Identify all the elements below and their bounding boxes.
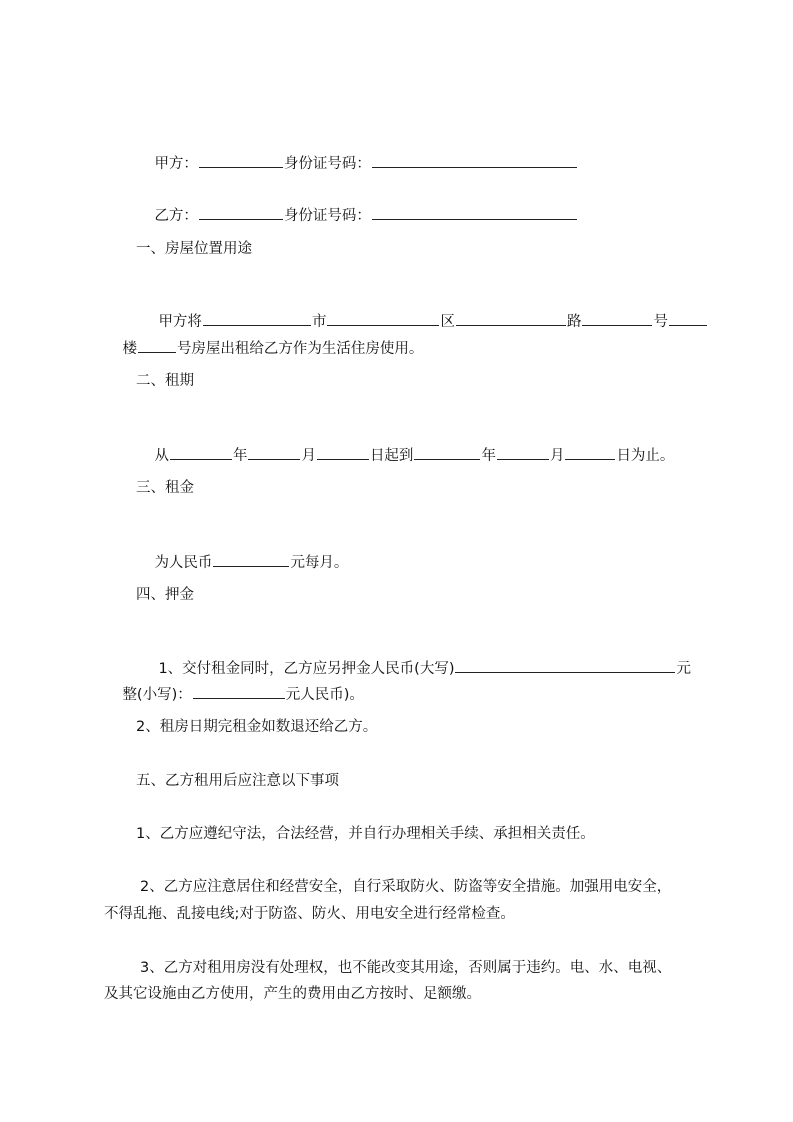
start-month-blank[interactable]	[248, 445, 300, 460]
deposit-lowercase-blank[interactable]	[193, 684, 285, 699]
road-blank[interactable]	[456, 311, 566, 326]
text: 元每月。	[290, 555, 349, 571]
text: 整(小写)：	[122, 687, 192, 703]
text: 年	[232, 448, 248, 464]
text: 号	[653, 314, 668, 330]
rent-amount-blank[interactable]	[213, 552, 289, 567]
party-a-name-blank[interactable]	[199, 153, 283, 168]
notice-item-2-line-1: 2、乙方应注意居住和经营安全，自行采取防火、防盗等安全措施。加强用电安全，	[140, 879, 672, 895]
party-a-id-label: 身份证号码：	[283, 156, 371, 172]
text: 元人民币)。	[285, 687, 364, 703]
lease-term-line	[136, 425, 674, 486]
deposit-item-2: 2、租房日期完租金如数退还给乙方。	[136, 719, 378, 735]
section-1-paragraph-line-2	[104, 318, 423, 379]
section-2-heading: 二、租期	[136, 373, 194, 389]
notice-item-3-line-2: 及其它设施由乙方使用，产生的费用由乙方按时、足额缴。	[104, 986, 481, 1002]
number-blank[interactable]	[582, 311, 652, 326]
party-b-line	[136, 185, 578, 246]
section-1-heading: 一、房屋位置用途	[136, 241, 252, 257]
building-blank[interactable]	[669, 311, 707, 326]
text: 日起到	[369, 448, 414, 464]
notice-item-1: 1、乙方应遵纪守法，合法经营，并自行办理相关手续、承担相关责任。	[136, 826, 595, 842]
deposit-item-1-line-2	[104, 664, 364, 725]
start-day-blank[interactable]	[317, 445, 369, 460]
notice-item-2-line-2: 不得乱拖、乱接电线;对于防盗、防火、用电安全进行经常检查。	[104, 906, 515, 922]
section-3-heading: 三、租金	[136, 480, 194, 496]
end-month-blank[interactable]	[497, 445, 549, 460]
text: 路	[566, 314, 582, 330]
text: 月	[549, 448, 565, 464]
end-day-blank[interactable]	[565, 445, 615, 460]
start-year-blank[interactable]	[170, 445, 232, 460]
text: 日为止。	[616, 448, 675, 464]
text: 号房屋出租给乙方作为生活住房使用。	[176, 341, 424, 357]
text: 月	[301, 448, 316, 464]
party-a-id-blank[interactable]	[372, 153, 577, 168]
end-year-blank[interactable]	[414, 445, 480, 460]
text: 市	[311, 314, 327, 330]
text: 楼	[122, 341, 137, 357]
text: 年	[481, 448, 496, 464]
party-b-id-blank[interactable]	[372, 205, 577, 220]
party-b-label: 乙方：	[154, 208, 198, 224]
section-4-heading: 四、押金	[136, 587, 194, 603]
party-a-label: 甲方：	[154, 156, 198, 172]
text: 从	[154, 448, 169, 464]
party-b-id-label: 身份证号码：	[283, 208, 371, 224]
section-5-heading: 五、乙方租用后应注意以下事项	[136, 773, 339, 789]
deposit-uppercase-blank[interactable]	[455, 658, 675, 673]
room-blank[interactable]	[138, 338, 176, 353]
rent-line	[136, 532, 348, 593]
party-b-name-blank[interactable]	[199, 205, 283, 220]
text: 甲方将	[158, 314, 202, 330]
text: 元	[676, 661, 691, 677]
text: 1、交付租金同时，乙方应另押金人民币(大写)	[158, 661, 455, 677]
text: 区	[440, 314, 455, 330]
notice-item-3-line-1: 3、乙方对租用房没有处理权，也不能改变其用途，否则属于违约。电、水、电视、	[140, 960, 672, 976]
text: 为人民币	[154, 555, 213, 571]
